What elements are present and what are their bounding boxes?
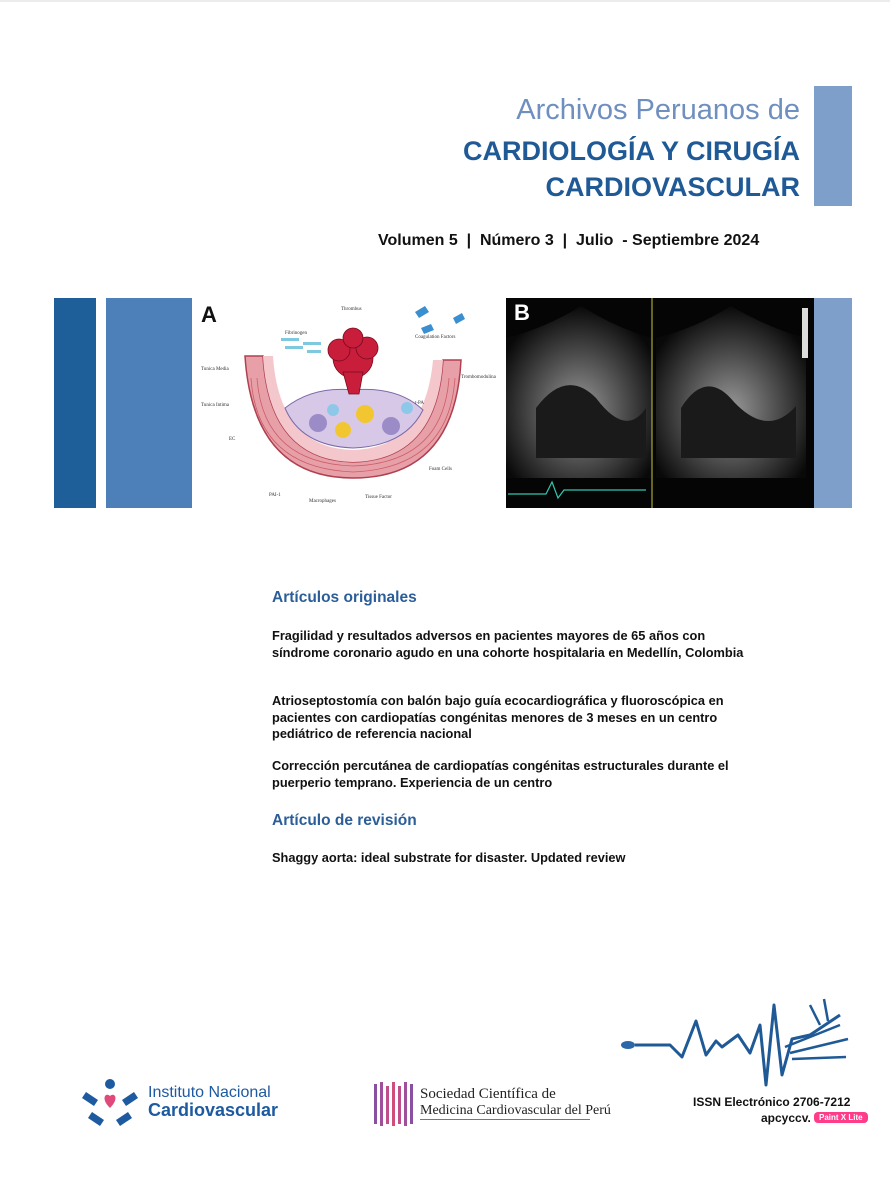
- title-accent-block: [814, 86, 852, 206]
- label-macrophages: Macrophages: [309, 499, 336, 504]
- issue-info: Volumen 5 | Número 3 | Julio - Septiembre 2024: [378, 232, 760, 249]
- society-logo-icon: [372, 1080, 414, 1128]
- label-tunica-intima: Tunica Intima: [201, 403, 230, 408]
- section-heading-original: Artículos originales: [272, 589, 417, 606]
- label-fibrinogen: Fibrinogen: [285, 331, 307, 336]
- label-tissue-factor: Tissue Factor: [365, 495, 392, 500]
- society-logo-line1: Sociedad Científica de: [420, 1086, 556, 1102]
- accent-bar-mid: [106, 298, 192, 508]
- journal-title-line2: CARDIOLOGÍA Y CIRUGÍA: [462, 136, 800, 166]
- journal-title-line1: Archivos Peruanos de: [516, 94, 800, 126]
- panel-b-letter: B: [514, 300, 530, 325]
- top-border: [0, 0, 890, 2]
- echo-image: [506, 298, 814, 508]
- inc-logo-line2: Cardiovascular: [148, 1100, 279, 1120]
- society-logo-line2: Medicina Cardiovascular del Perú: [420, 1103, 611, 1118]
- website-link[interactable]: apcyccv.: [761, 1111, 811, 1125]
- figure-panel-b: [506, 298, 814, 508]
- label-tpa: t-PA: [415, 401, 424, 406]
- label-tunica-media: Tunica Media: [201, 367, 229, 372]
- figure-panel-a: [193, 298, 504, 508]
- article-title[interactable]: Fragilidad y resultados adversos en pacientes mayores de 65 años con síndrome coronario agudo en una cohorte hospitalaria en Medellín, Colombia: [272, 628, 744, 660]
- label-foam-cells: Foam Cells: [429, 467, 452, 472]
- article-title[interactable]: Shaggy aorta: ideal substrate for disaster. Updated review: [272, 850, 626, 865]
- article-title[interactable]: Corrección percutánea de cardiopatías congénitas estructurales durante el puerperio temprano. Experiencia de un centro: [272, 758, 729, 790]
- section-heading-review: Artículo de revisión: [272, 812, 417, 829]
- inc-logo-line1: Instituto Nacional: [148, 1084, 271, 1101]
- vessel-illustration: [193, 298, 504, 508]
- accent-bar-light: [814, 298, 852, 508]
- society-logo-underline: [420, 1119, 590, 1120]
- accent-bar-dark: [54, 298, 96, 508]
- label-ec: EC: [229, 437, 236, 442]
- journal-title-line3: CARDIOVASCULAR: [545, 172, 800, 202]
- panel-a-letter: A: [201, 302, 217, 327]
- label-pai1: PAI-1: [269, 493, 281, 498]
- app-watermark-badge: Paint X Lite: [814, 1112, 868, 1123]
- article-title[interactable]: Atrioseptostomía con balón bajo guía ecocardiográfica y fluoroscópica en pacientes con cardiopatías congénitas menores de 3 meses en un centro pediátrico de referencia nacional: [272, 693, 724, 741]
- heartbeat-line: [50, 995, 860, 1090]
- issn-text: ISSN Electrónico 2706-7212: [693, 1095, 851, 1109]
- label-trombomodulina: Trombomodulina: [461, 375, 496, 380]
- label-coagulation: Coagulation Factors: [415, 335, 456, 340]
- inc-logo-icon: [82, 1078, 138, 1128]
- label-thrombus: Thrombus: [341, 307, 362, 312]
